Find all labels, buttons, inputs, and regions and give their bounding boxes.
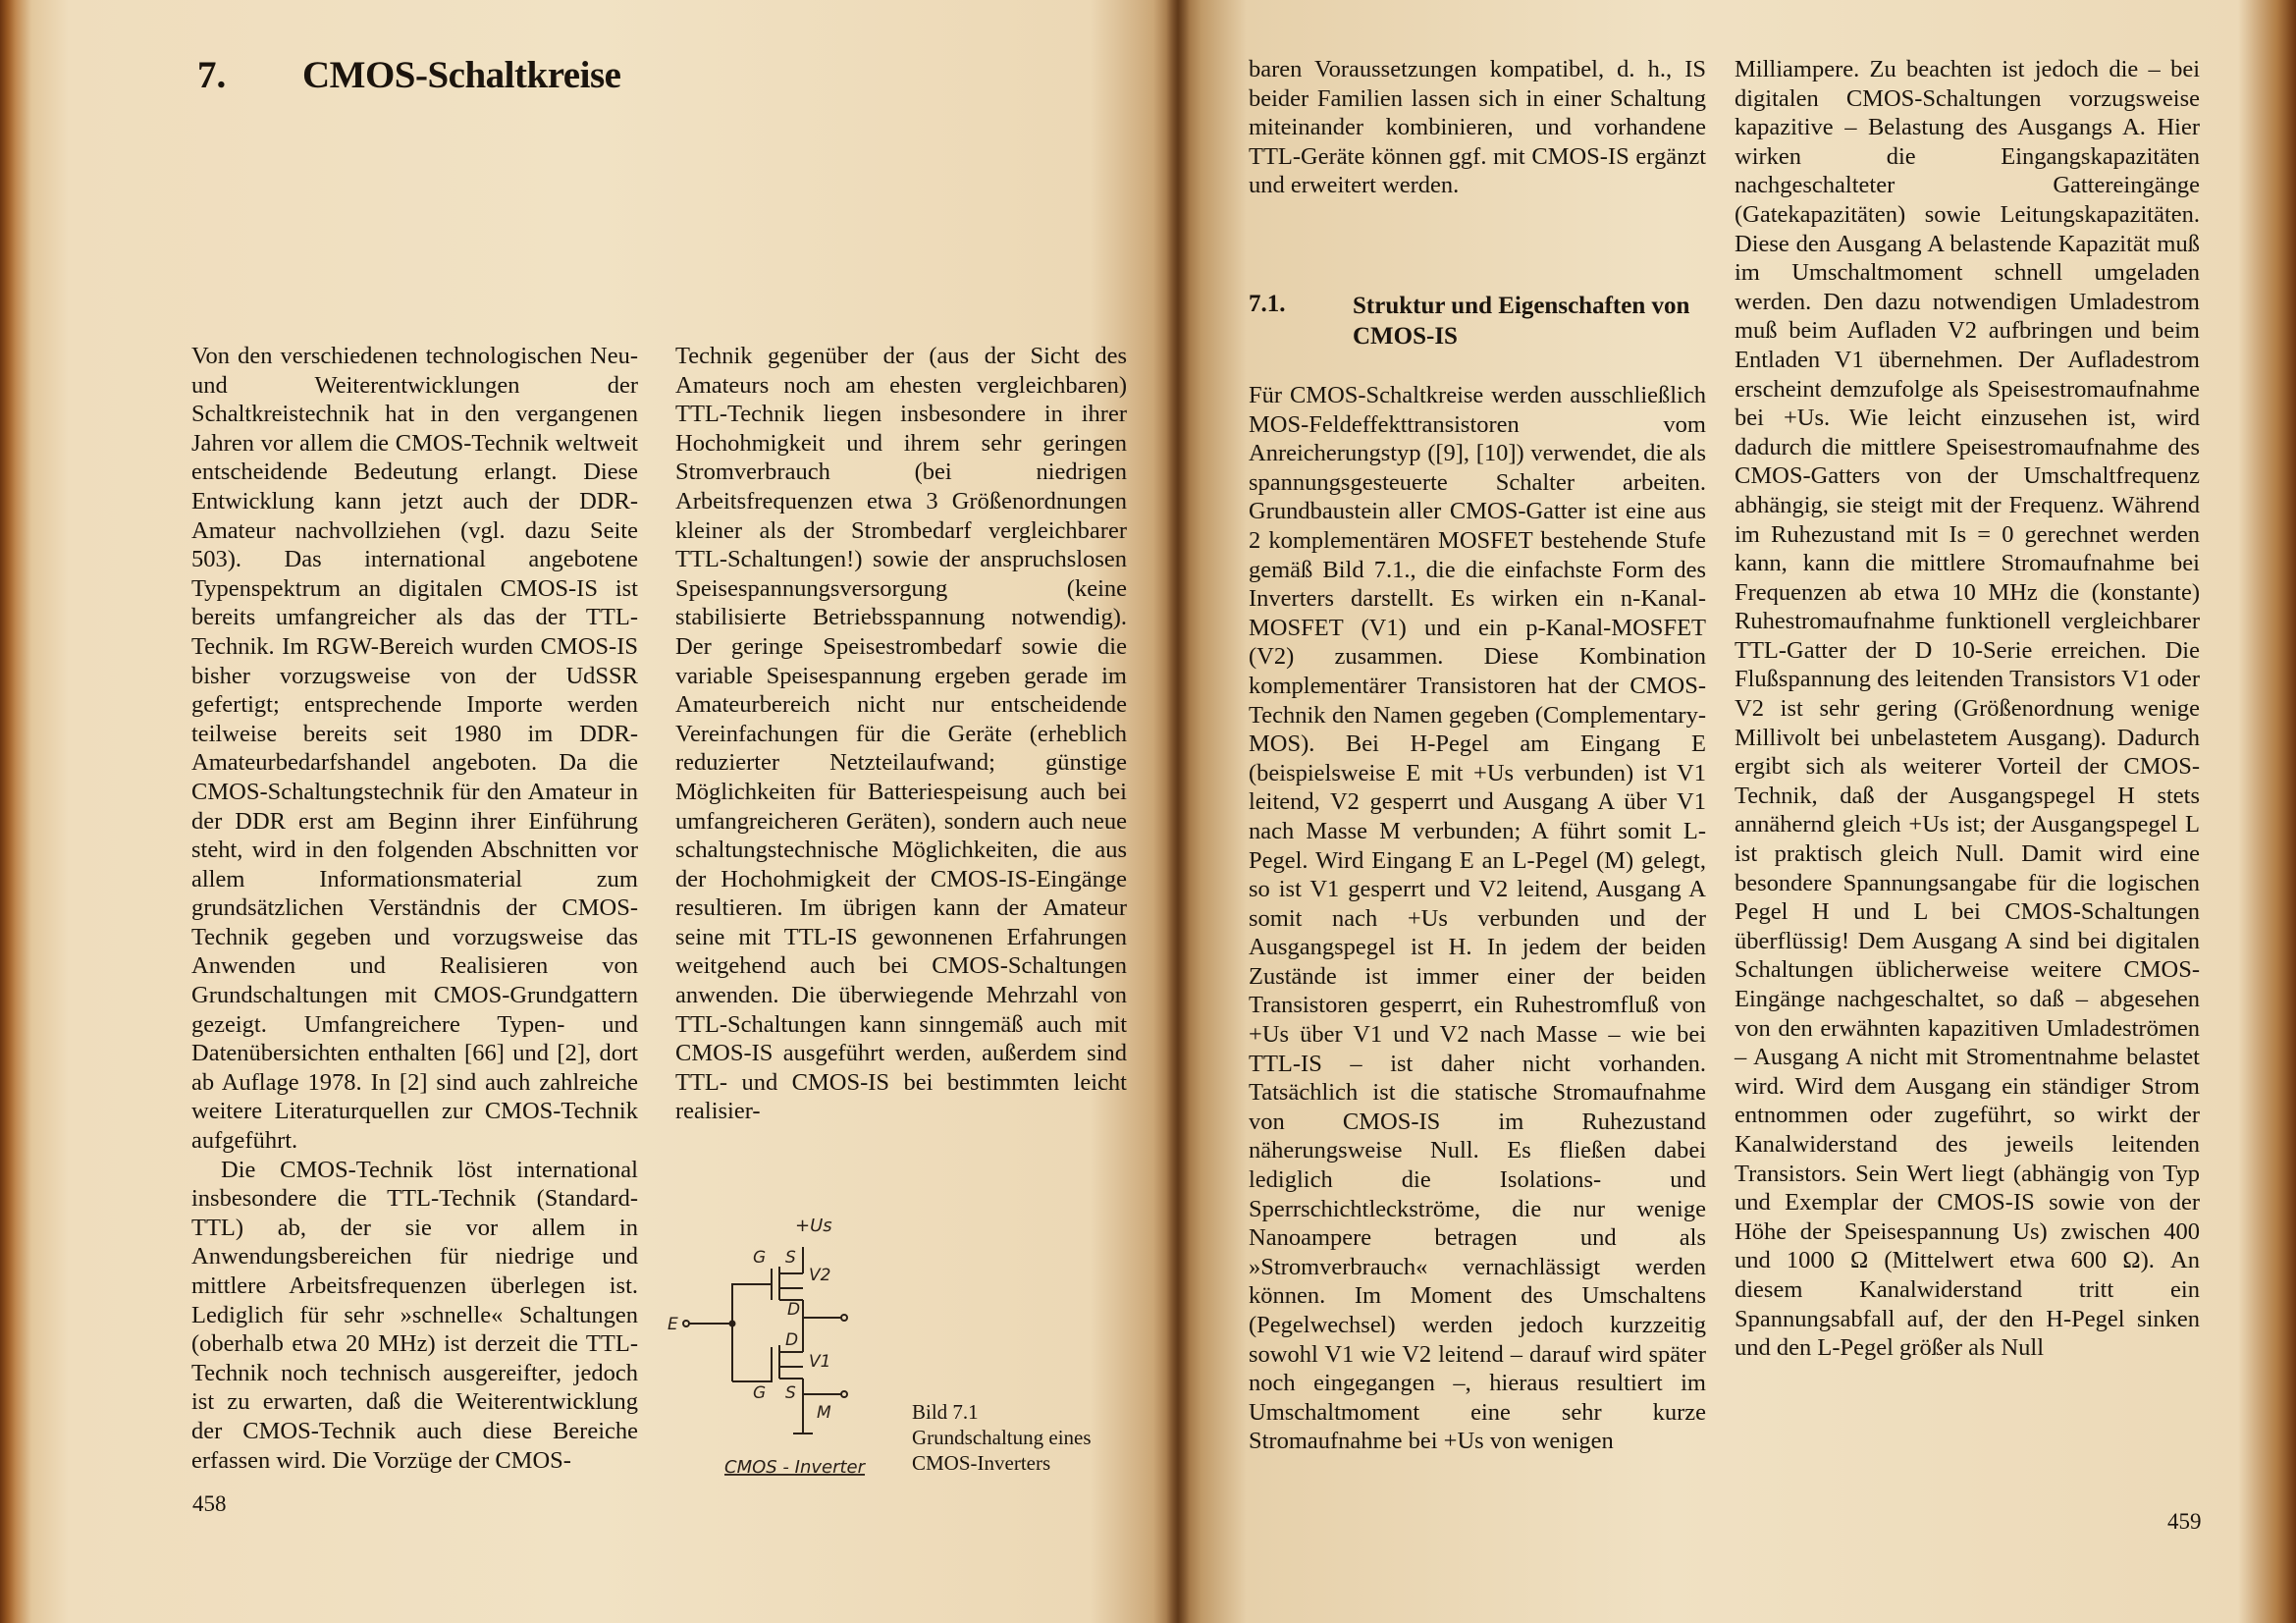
caption-line: CMOS-Inverters	[912, 1451, 1051, 1475]
v1-label: V1	[809, 1352, 831, 1372]
gate-label-top: G	[753, 1248, 767, 1268]
input-label: E	[667, 1315, 678, 1334]
cmos-inverter-figure	[660, 1210, 878, 1494]
right-page	[1178, 0, 2296, 1623]
source-label-bottom: S	[785, 1383, 796, 1403]
paragraph: baren Voraussetzungen kompatibel, d. h., IS beider Familien lassen sich in einer Schaltung miteinander kombinieren, und vorhandene TTL-Geräte können ggf. mit CMOS-IS ergänzt und erweitert werden.	[1249, 56, 1706, 199]
paragraph: Technik gegenüber der (aus der Sicht des Amateurs noch am ehesten vergleichbaren) TTL-Technik liegen insbesondere in ihrer Hochohmigkeit und ihrem sehr geringen Stromverbrauch (bei niedrigen Arbeitsfrequenzen etwa 3 Größenordnungen kleiner als der Strombedarf vergleichbarer TTL-Schaltungen!) sowie der anspruchslosen Speisespannungsversorgung (keine stabilisierte Betriebsspannung notwendig). Der geringe Speisestrombedarf sowie die variable Speisespannung ergeben gerade im Amateurbereich nicht nur entscheidende Vereinfachungen für die Geräte (erheblich reduzierter Netzteilaufwand; günstige Möglichkeiten für Batteriespeisung auch bei umfangreicheren Geräten), sondern auch neue schaltungstechnische Möglichkeiten, die aus der Hochohmigkeit der CMOS-IS-Eingänge resultieren. Im übrigen kann der Amateur seine mit TTL-IS gewonnenen Erfahrungen weitgehend auch bei CMOS-Schaltungen anwenden. Die überwiegende Mehrzahl von TTL-Schaltungen kann sinngemäß auch mit CMOS-IS ausgeführt werden, außerdem sind TTL- und CMOS-IS bei bestimmten leicht realisier-	[675, 343, 1127, 1125]
right-column-1-top	[1249, 55, 1706, 200]
handwritten-figure-caption: CMOS - Inverter	[724, 1457, 866, 1478]
left-column-1	[191, 342, 638, 1475]
gate-label-bottom: G	[753, 1383, 767, 1403]
supply-label: +Us	[795, 1216, 832, 1236]
figure-caption	[912, 1399, 1092, 1476]
page-number: 459	[2167, 1509, 2202, 1534]
book-gutter	[1166, 0, 1190, 1623]
paragraph: Milliampere. Zu beachten ist jedoch die – bei digitalen CMOS-Schaltungen vorzugsweise kapazitive – Belastung des Ausgangs A. Hier wirken die Eingangskapazitäten nachgeschalteter Gattereingänge (Gatekapazitäten) sowie Leitungskapazitäten. Diese den Ausgang A belastende Kapazität muß im Umschaltmoment schnell umgeladen werden. Den dazu notwendigen Umladestrom muß beim Aufladen V2 aufbringen und beim Entladen V1 übernehmen. Der Aufladestrom erscheint demzufolge als Speisestromaufnahme bei +Us. Wie leicht einzusehen ist, wird dadurch die mittlere Speisestromaufnahme des CMOS-Gatters von der Umschaltfrequenz abhängig, sie steigt mit der Frequenz. Während im Ruhezustand mit Is = 0 gerechnet werden kann, kann die mittlere Stromaufnahme bei Frequenzen ab etwa 10 MHz die (konstante) Ruhestromaufnahme funktionell vergleichbarer TTL-Gatter der D 10-Serie erreichen. Die Flußspannung des leitenden Transistors V1 oder V2 ist sehr gering (Größenordnung wenige Millivolt bei unbelastetem Ausgang). Dadurch ergibt sich als weiterer Vorteil der CMOS-Technik, daß der Ausgangspegel H stets annähernd gleich +Us ist; der Ausgangspegel L ist praktisch gleich Null. Damit wird eine besondere Spannungsangabe für die logischen Pegel H und L bei CMOS-Schaltungen überflüssig! Dem Ausgang A sind bei digitalen Schaltungen üblicherweise weitere CMOS-Eingänge nachgeschaltet, so daß – abgesehen von den erwähnten kapazitiven Umladeströmen – Ausgang A nicht mit Stromentnahme belastet wird. Wird dem Ausgang ein ständiger Strom entnommen oder zugeführt, so wirkt der Kanalwiderstand des jeweils leitenden Transistors. Sein Wert liegt (abhängig von Typ und Exemplar der CMOS-IS sowie von der Höhe der Speisespannung Us) zwischen 400 und 1000 Ω (Mittelwert etwa 600 Ω). An diesem Kanalwiderstand tritt ein Spannungsabfall auf, der den H-Pegel sinken und den L-Pegel größer als Null	[1735, 56, 2200, 1362]
right-column-2	[1735, 55, 2200, 1363]
chapter-number: 7.	[197, 54, 227, 96]
paragraph: Von den verschiedenen technologischen Neu- und Weiterentwicklungen der Schaltkreistechnik hat in den vergangenen Jahren vor allem die CMOS-Technik weltweit entscheidende Bedeutung erlangt. Diese Entwicklung kann jetzt auch der DDR-Amateur nachvollziehen (vgl. dazu Seite 503). Das international angebotene Typenspektrum an digitalen CMOS-IS ist bereits umfangreicher als das der TTL-Technik. Im RGW-Bereich wurden CMOS-IS bisher vorzugsweise von der UdSSR gefertigt; entsprechende Importe werden teilweise bereits seit 1980 im DDR-Amateurbedarfshandel angeboten. Da die CMOS-Schaltungstechnik für den Amateur in der DDR erst am Beginn ihrer Einführung steht, wird in den folgenden Abschnitten vor allem Informationsmaterial zum grundsätzlichen Verständnis der CMOS-Technik gegeben und vorzugsweise das Anwenden und Realisieren von Grundschaltungen mit CMOS-Grundgattern gezeigt. Umfangreichere Typen- und Datenübersichten enthalten [66] und [2], dort ab Auflage 1978. In [2] sind auch zahlreiche weitere Literaturquellen zur CMOS-Technik aufgeführt.	[191, 343, 638, 1155]
source-label-top: S	[785, 1248, 796, 1268]
caption-line: Grundschaltung eines	[912, 1426, 1092, 1449]
left-column-2	[675, 342, 1127, 1126]
v2-label: V2	[809, 1266, 831, 1285]
cmos-inverter-schematic	[660, 1210, 878, 1494]
chapter-title: CMOS-Schaltkreise	[302, 54, 621, 96]
page-number: 458	[192, 1491, 227, 1516]
caption-line: Bild 7.1	[912, 1400, 979, 1424]
mass-label: M	[817, 1403, 831, 1423]
paragraph: Die CMOS-Technik löst international insbesondere die TTL-Technik (Standard-TTL) ab, der sie vor allem in Anwendungsbereichen für niedrige und mittlere Arbeitsfrequenzen überlegen ist. Lediglich für sehr »schnelle« Schaltungen (oberhalb etwa 20 MHz) ist derzeit die TTL-Technik noch technisch ausgereifter, jedoch ist zu erwarten, daß die Weiterentwicklung der CMOS-Technik auch diese Bereiche erfassen wird. Die Vorzüge der CMOS-	[191, 1156, 638, 1474]
drain-label-top: D	[787, 1300, 801, 1320]
section-number: 7.1.	[1249, 291, 1286, 317]
right-column-1	[1249, 381, 1706, 1456]
drain-label-bottom: D	[785, 1330, 799, 1350]
paragraph: Für CMOS-Schaltkreise werden ausschließlich MOS-Feldeffekttransistoren vom Anreicherungstyp ([9], [10]) verwendet, die als spannungsgesteuerte Schalter arbeiten. Grundbaustein aller CMOS-Gatter ist eine aus 2 komplementären MOSFET bestehende Stufe gemäß Bild 7.1., die die einfachste Form des Inverters darstellt. Es wirken ein n-Kanal-MOSFET (V1) und ein p-Kanal-MOSFET (V2) zusammen. Diese Kombination komplementärer Transistoren hat der CMOS-Technik den Namen gegeben (Complementary-MOS). Bei H-Pegel am Eingang E (beispielsweise E mit +Us verbunden) ist V1 leitend, V2 gesperrt und Ausgang A über V1 nach Masse M verbunden; A führt somit L-Pegel. Wird Eingang E an L-Pegel (M) gelegt, so ist V1 gesperrt und V2 leitend, Ausgang A somit nach +Us verbunden und der Ausgangspegel ist H. In jedem der beiden Zustände ist immer einer der beiden Transistoren gesperrt, ein Ruhestromfluß von +Us über V1 und V2 nach Masse – wie bei TTL-IS – ist daher nicht vorhanden. Tatsächlich ist die statische Stromaufnahme von CMOS-IS im Ruhezustand näherungsweise Null. Es fließen dabei lediglich die Isolations- und Sperrschichtleckströme, die nur wenige Nanoampere betragen und als »Stromverbrauch« vernachlässigt werden können. Im Moment des Umschaltens (Pegelwechsel) werden jedoch kurzzeitig sowohl V1 wie V2 leitend – darauf wird später noch eingegangen –, hieraus resultiert im Umschaltmoment eine sehr kurze Stromaufnahme bei +Us von wenigen	[1249, 382, 1706, 1455]
section-title: Struktur und Eigenschaften von CMOS-IS	[1353, 293, 1690, 350]
